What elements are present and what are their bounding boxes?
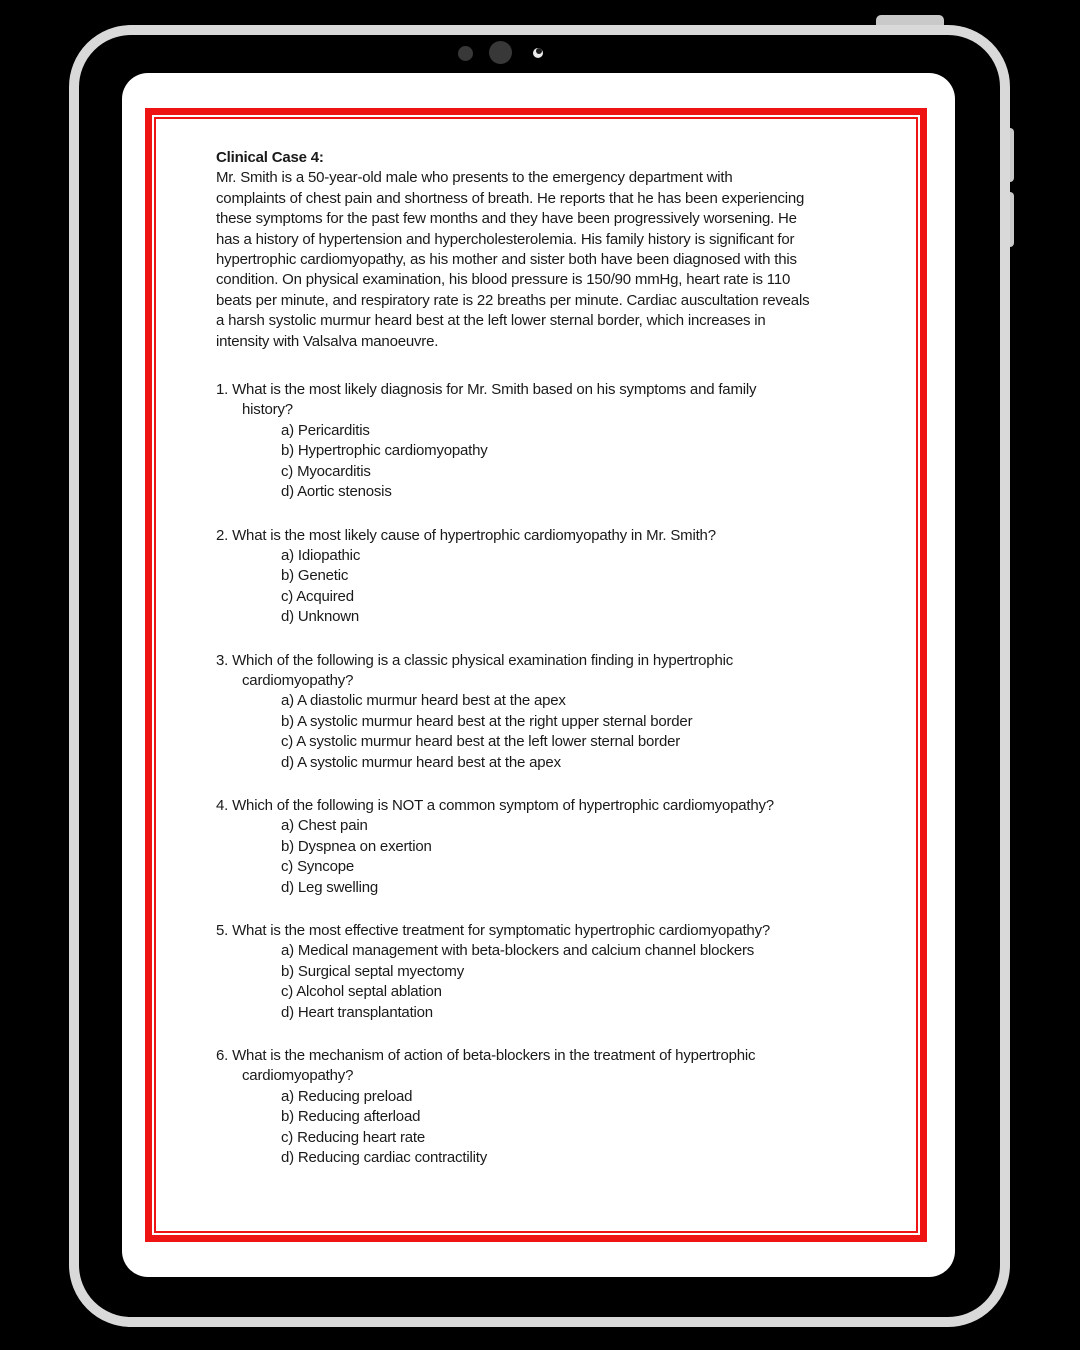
question-block	[216, 380, 886, 502]
document-title: Clinical Case 4:	[216, 149, 324, 166]
tablet-screen	[122, 73, 955, 1277]
answer-option: c) Acquired	[281, 587, 354, 605]
document-page	[154, 117, 918, 1233]
camera-lens-icon	[533, 48, 543, 58]
question-block	[216, 651, 886, 773]
questions-list	[216, 380, 886, 1168]
question-text	[216, 1046, 886, 1066]
case-line: intensity with Valsalva manoeuvre.	[216, 332, 439, 350]
answer-option: a) Pericarditis	[281, 421, 370, 439]
answer-option: a) Idiopathic	[281, 546, 361, 564]
question-text-wrap: history?	[242, 401, 293, 419]
case-line: a harsh systolic murmur heard best at the left lower sternal border, which increases in	[216, 312, 766, 330]
answer-option: d) Unknown	[281, 608, 360, 626]
answer-option: c) A systolic murmur heard best at the left lower sternal border	[281, 733, 681, 751]
case-description	[216, 168, 886, 352]
question-line-text: Which of the following is a classic physical examination finding in hypertrophic	[232, 651, 734, 669]
question-text	[216, 651, 886, 671]
question-number: 2.	[216, 526, 229, 544]
answer-option: b) Dyspnea on exertion	[281, 837, 432, 855]
question-line-text: What is the most likely diagnosis for Mr. Smith based on his symptoms and family	[232, 381, 757, 399]
question-number: 3.	[216, 651, 229, 669]
question-number: 5.	[216, 922, 229, 939]
case-line: complaints of chest pain and shortness of breath. He reports that he has been experiencing	[216, 189, 805, 207]
question-block	[216, 921, 886, 1023]
answer-option: a) Chest pain	[281, 817, 368, 835]
question-text	[216, 526, 886, 546]
question-block	[216, 1046, 886, 1168]
answer-option: b) Surgical septal myectomy	[281, 962, 465, 980]
answer-option: b) Hypertrophic cardiomyopathy	[281, 442, 488, 460]
answer-option: c) Syncope	[281, 858, 355, 876]
case-line: hypertrophic cardiomyopathy, as his mother and sister both have been diagnosed with this	[216, 251, 797, 269]
question-block	[216, 526, 886, 628]
case-line: condition. On physical examination, his blood pressure is 150/90 mmHg, heart rate is 110	[216, 271, 791, 289]
answer-option: a) Reducing preload	[281, 1087, 413, 1105]
answer-option: b) Genetic	[281, 567, 349, 585]
answer-option: d) A systolic murmur heard best at the apex	[281, 753, 561, 771]
answer-option: d) Leg swelling	[281, 878, 379, 896]
answer-option: b) A systolic murmur heard best at the right upper sternal border	[281, 712, 693, 730]
case-line: these symptoms for the past few months and they have been progressively worsening. He	[216, 210, 797, 228]
question-line-text: What is the mechanism of action of beta-blockers in the treatment of hypertrophic	[232, 1047, 756, 1065]
answer-option: b) Reducing afterload	[281, 1108, 421, 1126]
answer-option: c) Reducing heart rate	[281, 1128, 426, 1146]
front-camera-icon	[489, 41, 512, 64]
question-number: 6.	[216, 1047, 229, 1065]
question-number: 1.	[216, 381, 229, 399]
answer-option: d) Aortic stenosis	[281, 483, 392, 501]
question-text-wrap: cardiomyopathy?	[242, 671, 354, 689]
answer-option: c) Alcohol septal ablation	[281, 983, 442, 1001]
case-line: beats per minute, and respiratory rate is 22 breaths per minute. Cardiac auscultation reveals	[216, 291, 810, 309]
answer-option: d) Reducing cardiac contractility	[281, 1149, 487, 1167]
answer-option: a) A diastolic murmur heard best at the apex	[281, 692, 566, 710]
ambient-sensor-icon	[458, 46, 473, 61]
question-text	[216, 796, 886, 816]
answer-option: d) Heart transplantation	[281, 1003, 433, 1021]
tablet-frame	[69, 25, 1010, 1327]
case-line: has a history of hypertension and hypercholesterolemia. His family history is significant for	[216, 230, 795, 248]
question-line-text: What is the most effective treatment for symptomatic hypertrophic cardiomyopathy?	[232, 922, 771, 939]
question-text	[216, 380, 886, 400]
question-line-text: What is the most likely cause of hypertrophic cardiomyopathy in Mr. Smith?	[232, 526, 716, 544]
question-block	[216, 796, 886, 898]
question-line-text: Which of the following is NOT a common symptom of hypertrophic cardiomyopathy?	[232, 796, 774, 814]
case-line: Mr. Smith is a 50-year-old male who presents to the emergency department with	[216, 169, 733, 187]
question-number: 4.	[216, 796, 229, 814]
answer-option: a) Medical management with beta-blockers and calcium channel blockers	[281, 942, 755, 960]
question-text-wrap: cardiomyopathy?	[242, 1067, 354, 1085]
question-text	[216, 921, 886, 941]
answer-option: c) Myocarditis	[281, 462, 371, 480]
document-border	[145, 108, 927, 1242]
